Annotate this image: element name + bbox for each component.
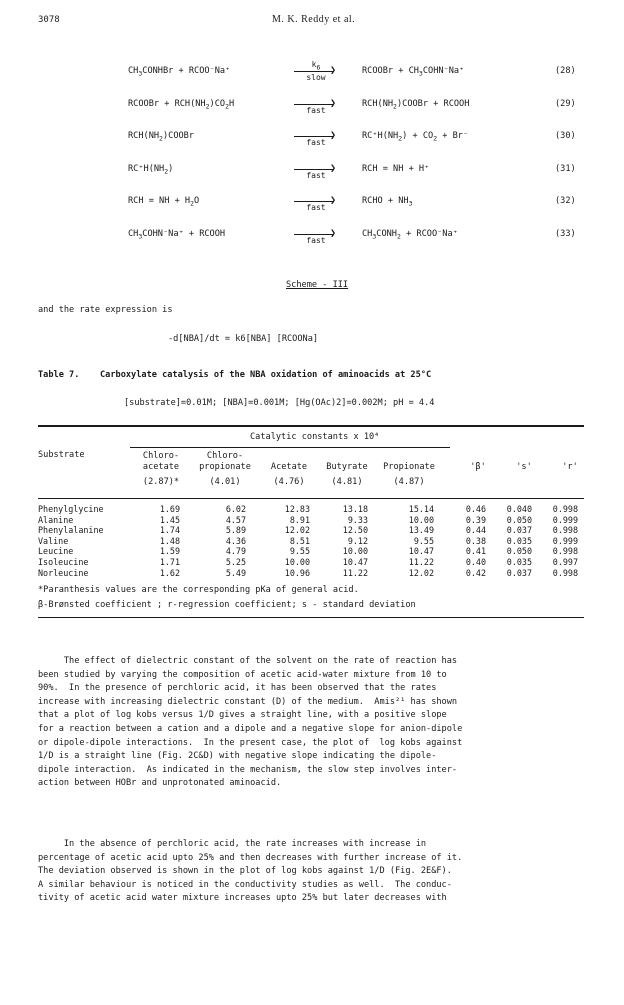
text-line: The deviation observed is shown in the plot of log kobs against 1/D (Fig. 2E&F). — [38, 866, 452, 877]
equation-number: (28) — [555, 66, 576, 76]
table-row — [38, 515, 584, 526]
equation-products: $RC^+H(NH_2) + CO_2 + Br^-$ — [362, 131, 469, 143]
rate-speed-label: fast — [306, 105, 326, 115]
equation-reactants: $RC^+H(NH_2)$ — [128, 163, 174, 176]
value-cell: 5.89 — [225, 525, 246, 536]
value-cell: 1.74 — [159, 525, 180, 536]
value-cell: 0.998 — [552, 525, 578, 536]
value-cell: 1.45 — [159, 514, 180, 525]
value-cell: 4.79 — [225, 546, 246, 557]
reaction-arrow — [292, 160, 340, 182]
table-header-rule — [38, 498, 584, 499]
text-line: 90%. In the presence of perchloric acid, it has been observed that the rates — [38, 683, 437, 694]
value-cell: 0.037 — [506, 567, 532, 578]
arrow-head-icon: ❯ — [330, 130, 337, 141]
value-cell: 11.22 — [342, 567, 368, 578]
table-caption-label: Table 7. — [38, 370, 80, 380]
value-cell: 1.69 — [159, 504, 180, 514]
table-conditions: [substrate]=0.01M; [NBA]=0.001M; [Hg(OAc)2]=0.002M; pH = 4.4 — [124, 398, 435, 408]
table-row — [38, 546, 584, 557]
value-cell: 8.51 — [289, 535, 310, 546]
column-name: Propionate — [383, 462, 435, 472]
text-line: for a reaction between a cation and a dipole and a negative slope for anion-dipole — [38, 723, 463, 734]
value-cell: 0.050 — [506, 514, 532, 525]
value-cell: 0.40 — [465, 556, 486, 567]
substrate-cell: Leucine — [38, 546, 74, 557]
equation-number: (32) — [555, 196, 576, 206]
data-table — [38, 504, 584, 578]
arrow-head-icon: ❯ — [330, 162, 337, 174]
text-line: that a plot of log kobs versus 1/D gives a straight line, with a positive slope — [38, 710, 447, 721]
group-header-rule — [130, 447, 450, 448]
reaction-arrow — [292, 127, 340, 149]
table-row — [38, 568, 584, 579]
text-line: or dipole-dipole interactions. In the present case, the plot of log kobs against — [38, 737, 463, 748]
table-row — [38, 557, 584, 568]
value-cell: 13.49 — [408, 525, 434, 536]
value-cell: 0.998 — [552, 567, 578, 578]
text-line: increase with increasing dielectric constant (D) of the medium. Amis²¹ has shown — [38, 696, 458, 707]
value-cell: 12.02 — [408, 567, 434, 578]
value-cell: 0.035 — [506, 535, 532, 546]
value-cell: 0.44 — [465, 525, 486, 536]
text-line: percentage of acetic acid upto 25% and then decreases with further increase of it. — [38, 852, 463, 863]
equation-29 — [0, 95, 624, 117]
reaction-arrow — [292, 192, 340, 214]
catalytic-group-header: Catalytic constants x 10⁴ — [250, 432, 380, 442]
equation-products: $RCH(NH_2)COOBr$ + RCOOH — [362, 98, 470, 111]
equation-products: RCH = NH + H⁺ — [362, 163, 430, 174]
table-footnote-stats: β-Brønsted coefficient ; r-regression coefficient; s - standard deviation — [38, 600, 416, 610]
equation-28 — [0, 62, 624, 84]
value-cell: 0.037 — [506, 525, 532, 536]
value-cell: 1.59 — [159, 546, 180, 557]
substrate-cell: Valine — [38, 535, 69, 546]
table-row — [38, 504, 584, 515]
rate-speed-label: fast — [306, 170, 326, 180]
value-cell: 10.96 — [284, 567, 310, 578]
equation-products: RCHO + $NH_3$ — [362, 196, 413, 208]
value-cell: 10.47 — [408, 546, 434, 557]
rate-speed-label: fast — [306, 235, 326, 245]
stat-column-header: 's' — [516, 462, 532, 472]
value-cell: 0.999 — [552, 535, 578, 546]
column-name-line2: propionate — [199, 462, 251, 472]
equation-number: (31) — [555, 163, 576, 174]
equation-33 — [0, 225, 624, 247]
table-caption-text: Carboxylate catalysis of the NBA oxidation of aminoacids at 25°C — [100, 370, 432, 380]
table-row — [38, 536, 584, 547]
equation-32 — [0, 192, 624, 214]
substrate-cell: Norleucine — [38, 567, 89, 578]
column-name: Acetate — [270, 462, 308, 472]
value-cell: 6.02 — [225, 504, 246, 514]
value-cell: 9.12 — [347, 535, 368, 546]
rate-speed-label: fast — [306, 203, 326, 212]
substrate-cell: Phenylglycine — [38, 504, 104, 514]
column-pka: (4.76) — [273, 477, 305, 487]
scheme-label: Scheme - III — [286, 280, 349, 290]
equation-31 — [0, 160, 624, 182]
column-pka: (4.81) — [331, 477, 363, 487]
arrow-head-icon: ❯ — [330, 227, 337, 239]
text-line: been studied by varying the composition of acetic acid-water mixture from 10 to — [38, 669, 447, 680]
text-line: A similar behaviour is noticed in the conductivity studies as well. The conduc- — [38, 879, 452, 890]
arrow-head-icon: ❯ — [330, 65, 337, 76]
value-cell: 0.42 — [465, 567, 486, 578]
rate-constant-label: $k_6$ — [311, 60, 321, 72]
value-cell: 9.55 — [289, 546, 310, 557]
value-cell: 10.00 — [342, 546, 368, 557]
stat-column-header: 'r' — [562, 462, 578, 472]
substrate-cell: Isoleucine — [38, 556, 89, 567]
value-cell: 4.36 — [225, 535, 246, 546]
value-cell: 0.040 — [506, 504, 532, 514]
arrow-head-icon: ❯ — [330, 97, 337, 109]
text-line: In the absence of perchloric acid, the rate increases with increase in — [38, 839, 427, 849]
page-number: 3078 — [38, 15, 60, 25]
equation-reactants: $CH_3COHN^-Na^+$ + RCOOH — [128, 228, 226, 241]
value-cell: 9.55 — [413, 535, 434, 546]
value-cell: 0.998 — [552, 546, 578, 557]
equation-reactants: RCOOBr + $RCH(NH_2)CO_2H$ — [128, 98, 235, 111]
column-name: Chloro- — [142, 451, 180, 461]
stat-column-header: 'β' — [470, 462, 486, 472]
column-pka: (4.87) — [393, 477, 425, 487]
paragraph-perchloric — [38, 838, 584, 906]
column-name: Butyrate — [326, 462, 368, 472]
value-cell: 0.050 — [506, 546, 532, 557]
equation-number: (30) — [555, 131, 576, 141]
value-cell: 12.83 — [284, 504, 310, 514]
column-name-line2: acetate — [142, 462, 180, 472]
substrate-cell: Alanine — [38, 514, 74, 525]
value-cell: 4.57 — [225, 514, 246, 525]
substrate-header: Substrate — [38, 450, 85, 460]
column-pka: (4.01) — [209, 477, 241, 487]
text-line: The effect of dielectric constant of the solvent on the rate of reaction has — [38, 656, 458, 666]
value-cell: 13.18 — [342, 504, 368, 514]
equation-reactants: $RCH(NH_2)COOBr$ — [128, 131, 195, 143]
text-line: action between HOBr and unprotonated aminoacid. — [38, 778, 282, 789]
reaction-arrow — [292, 62, 340, 84]
reaction-arrow — [292, 95, 340, 117]
value-cell: 10.00 — [408, 514, 434, 525]
value-cell: 15.14 — [408, 504, 434, 514]
column-pka: (2.87)* — [142, 477, 180, 487]
value-cell: 0.997 — [552, 556, 578, 567]
paragraph-dielectric — [38, 655, 584, 791]
value-cell: 12.50 — [342, 525, 368, 536]
rate-expression: -d[NBA]/dt = k6[NBA] [RCOONa] — [168, 334, 319, 344]
value-cell: 5.49 — [225, 567, 246, 578]
value-cell: 5.25 — [225, 556, 246, 567]
value-cell: 9.33 — [347, 514, 368, 525]
text-line: 1/D is a straight line (Fig. 2C&D) with negative slope indicating the dipole- — [38, 751, 437, 762]
substrate-cell: Phenylalanine — [38, 525, 104, 536]
table-top-rule — [38, 425, 584, 427]
equation-products: RCOOBr + $CH_3COHN^-Na^+$ — [362, 66, 465, 78]
value-cell: 12.02 — [284, 525, 310, 536]
arrow-head-icon: ❯ — [330, 195, 337, 206]
equation-products: $CH_3CONH_2$ + RCOO⁻Na⁺ — [362, 228, 458, 241]
column-name: Chloro- — [206, 451, 244, 461]
value-cell: 10.00 — [284, 556, 310, 567]
value-cell: 10.47 — [342, 556, 368, 567]
equation-number: (29) — [555, 98, 576, 109]
equation-number: (33) — [555, 228, 576, 239]
value-cell: 0.41 — [465, 546, 486, 557]
equation-reactants: RCH = NH + $H_2O$ — [128, 196, 200, 208]
equation-reactants: $CH_3CONHBr$ + RCOO⁻Na⁺ — [128, 66, 231, 78]
rate-speed-label: fast — [306, 138, 326, 147]
value-cell: 0.38 — [465, 535, 486, 546]
reaction-arrow — [292, 225, 340, 247]
table-row — [38, 525, 584, 536]
equation-30 — [0, 127, 624, 149]
value-cell: 0.998 — [552, 504, 578, 514]
table-footnote-pka: *Paranthesis values are the corresponding pKa of general acid. — [38, 585, 359, 595]
table-bottom-rule — [38, 617, 584, 618]
value-cell: 0.39 — [465, 514, 486, 525]
value-cell: 0.035 — [506, 556, 532, 567]
value-cell: 1.62 — [159, 567, 180, 578]
rate-speed-label: slow — [306, 73, 326, 82]
text-line: dipole interaction. As indicated in the mechanism, the slow step involves inter- — [38, 764, 458, 775]
value-cell: 8.91 — [289, 514, 310, 525]
value-cell: 0.46 — [465, 504, 486, 514]
text-line: tivity of acetic acid water mixture increases upto 25% but later decreases with — [38, 893, 447, 904]
running-title: M. K. Reddy et al. — [272, 14, 356, 25]
rate-intro: and the rate expression is — [38, 305, 173, 315]
value-cell: 11.22 — [408, 556, 434, 567]
value-cell: 1.48 — [159, 535, 180, 546]
value-cell: 0.999 — [552, 514, 578, 525]
value-cell: 1.71 — [159, 556, 180, 567]
